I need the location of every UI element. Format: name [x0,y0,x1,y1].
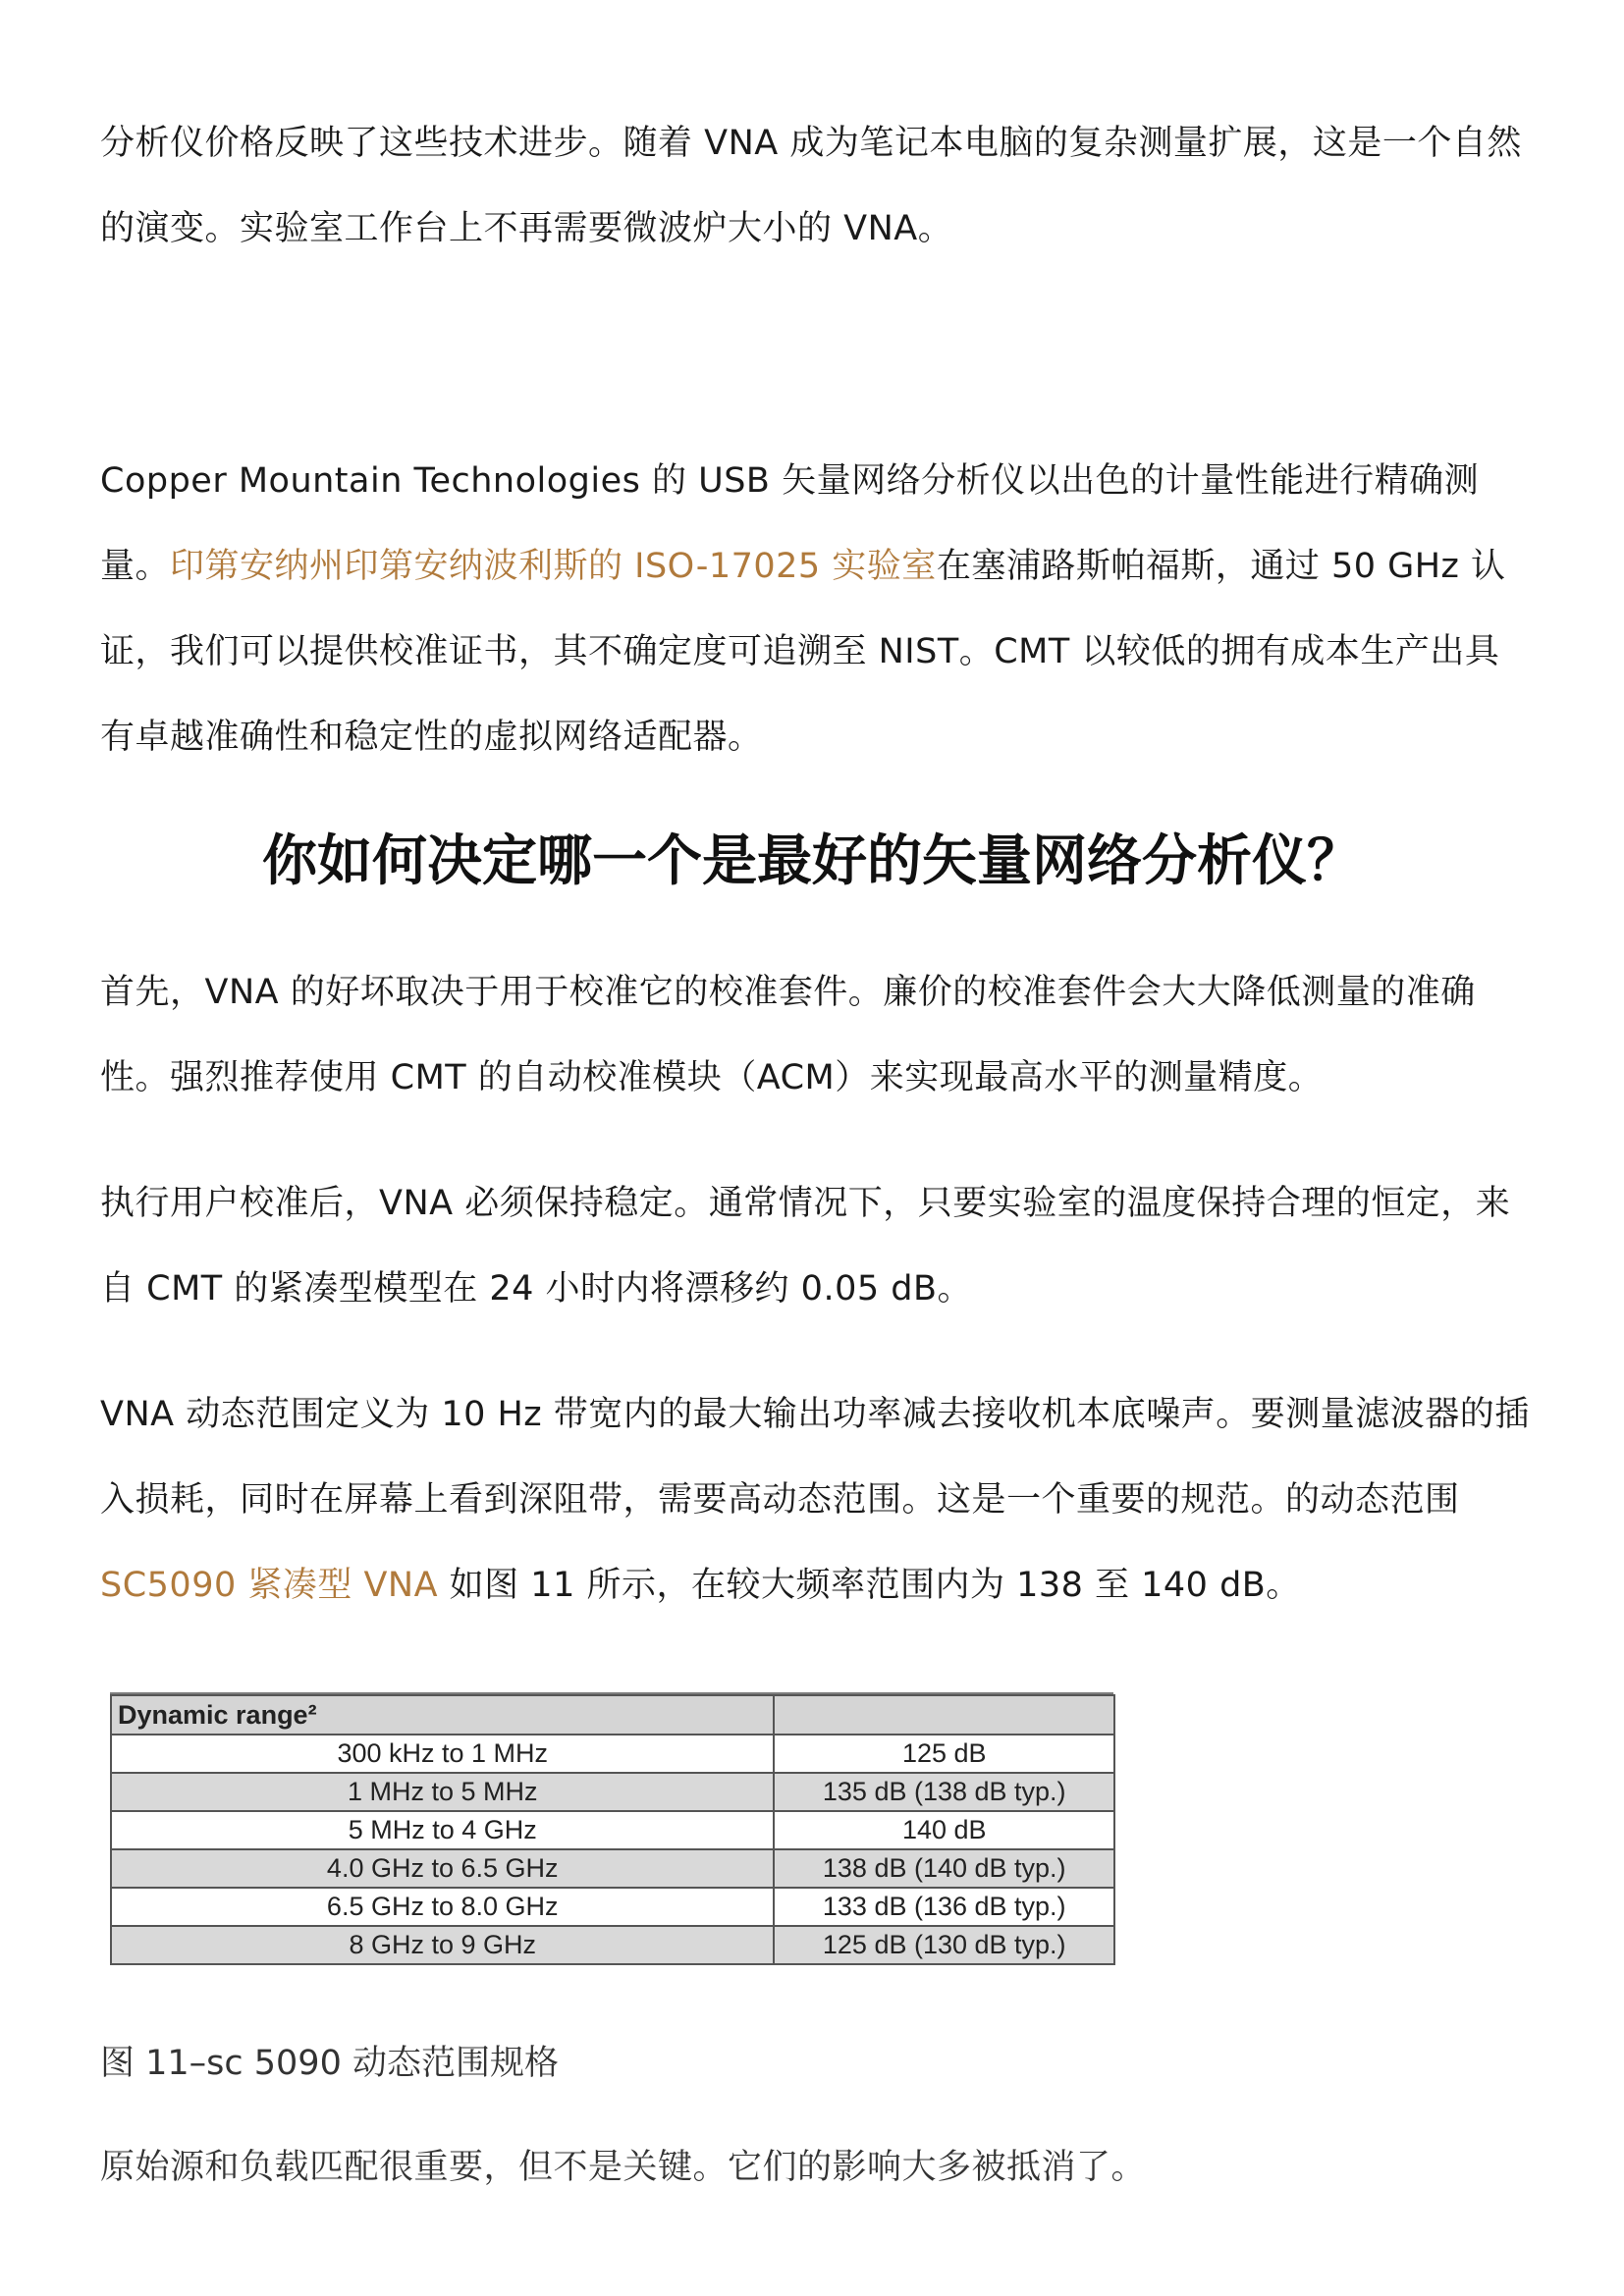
paragraph-price-evolution: 分析仪价格反映了这些技术进步。随着 VNA 成为笔记本电脑的复杂测量扩展，这是一个自然的演变。实验室工作台上不再需要微波炉大小的 VNA。 [100,124,1522,248]
table-header-empty [774,1695,1114,1735]
paragraph-source-load-match: 原始源和负载匹配很重要，但不是关键。它们的影响大多被抵消了。 [100,2148,1147,2187]
sc5090-link[interactable]: SC5090 紧凑型 VNA [100,1566,439,1605]
table-cell-range: 6.5 GHz to 8.0 GHz [111,1888,774,1926]
table-cell-value: 125 dB [774,1735,1114,1773]
table-cell-range: 4.0 GHz to 6.5 GHz [111,1849,774,1888]
table-row [111,1773,1114,1811]
paragraph-cmt-text-a: Copper Mountain Technologies 的 USB 矢量网络分析仪以出色的计量性能进行精确测量。 [100,461,1480,586]
dynamic-range-table [110,1694,1115,1965]
table-cell-value: 125 dB (130 dB typ.) [774,1926,1114,1964]
table-cell-value: 138 dB (140 dB typ.) [774,1849,1114,1888]
table-row [111,1849,1114,1888]
table-row [111,1811,1114,1849]
paragraph-cmt-text-b: 在塞浦路斯帕福斯，通过 50 GHz 认证，我们可以提供校准证书，其不确定度可追溯至 NIST。CMT 以较低的拥有成本生产出具有卓越准确性和稳定性的虚拟网络适配器。 [100,547,1506,757]
dynamic-range-figure [110,1682,1115,1983]
table-cell-range: 8 GHz to 9 GHz [111,1926,774,1964]
table-cell-range: 1 MHz to 5 MHz [111,1773,774,1811]
table-row [111,1735,1114,1773]
table-cell-range: 5 MHz to 4 GHz [111,1811,774,1849]
table-cell-value: 133 dB (136 dB typ.) [774,1888,1114,1926]
table-row [111,1888,1114,1926]
figure-caption: 图 11–sc 5090 动态范围规格 [100,2044,559,2083]
section-heading: 你如何决定哪一个是最好的矢量网络分析仪？ [262,829,1362,893]
paragraph-dynamic-range-text-a: VNA 动态范围定义为 10 Hz 带宽内的最大输出功率减去接收机本底噪声。要测量滤波器的插入损耗，同时在屏幕上看到深阻带，需要高动态范围。这是一个重要的规范。的动态范围 [100,1395,1530,1520]
paragraph-calibration-kit: 首先，VNA 的好坏取决于用于校准它的校准套件。廉价的校准套件会大大降低测量的准确性。强烈推荐使用 CMT 的自动校准模块（ACM）来实现最高水平的测量精度。 [100,973,1476,1097]
table-cell-value: 135 dB (138 dB typ.) [774,1773,1114,1811]
iso-lab-link[interactable]: 印第安纳州印第安纳波利斯的 ISO-17025 实验室 [170,547,937,586]
table-cell-value: 140 dB [774,1811,1114,1849]
table-row [111,1926,1114,1964]
paragraph-dynamic-range-text-b: 如图 11 所示，在较大频率范围内为 138 至 140 dB。 [438,1566,1301,1605]
table-cell-range: 300 kHz to 1 MHz [111,1735,774,1773]
paragraph-dynamic-range [100,1372,1534,1629]
table-header-label: Dynamic range² [111,1695,774,1735]
paragraph-stability: 执行用户校准后，VNA 必须保持稳定。通常情况下，只要实验室的温度保持合理的恒定，来自 CMT 的紧凑型模型在 24 小时内将漂移约 0.05 dB。 [100,1184,1511,1308]
table-header-row [111,1695,1114,1735]
paragraph-cmt-calibration [100,439,1534,780]
